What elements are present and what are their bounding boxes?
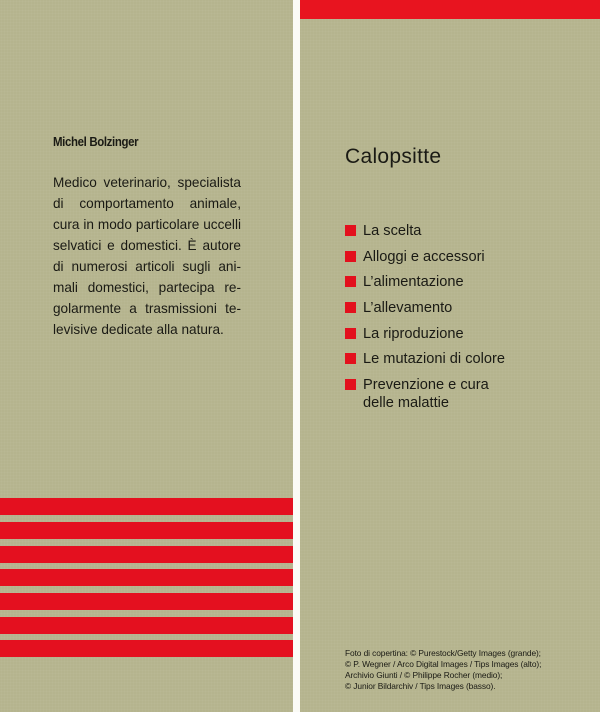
red-square-bullet-icon (345, 276, 356, 287)
contents-item-label: L’allevamento (363, 300, 453, 317)
credit-line: © Junior Bildarchiv / Tips Images (basso). (345, 681, 496, 691)
red-square-bullet-icon (345, 302, 356, 313)
red-square-bullet-icon (345, 251, 356, 262)
back-flap-panel (0, 0, 293, 712)
front-flap-panel (300, 0, 600, 712)
red-top-bar (300, 0, 600, 19)
author-name: Michel Bolzinger (53, 134, 139, 149)
contents-item (345, 222, 585, 240)
red-square-bullet-icon (345, 353, 356, 364)
bio-line: Medico veterinario, specialista (53, 175, 241, 190)
contents-item-label: Le mutazioni di colore (363, 351, 505, 368)
contents-item-label-line2: delle malattie (363, 395, 449, 412)
bio-line: levisive dedicate alla natura. (53, 322, 224, 337)
contents-item-label: La riproduzione (363, 325, 464, 342)
contents-list (345, 222, 585, 420)
red-stripe (0, 593, 293, 610)
contents-item-label-line1: Prevenzione e cura (363, 377, 489, 394)
bio-line: selvatici e domestici. È autore (53, 238, 241, 253)
red-square-bullet-icon (345, 225, 356, 236)
photo-credits (345, 648, 595, 692)
credit-line: Archivio Giunti / © Philippe Rocher (medio); (345, 670, 503, 680)
contents-item-label: L’alimentazione (363, 274, 464, 291)
contents-item-label: La scelta (363, 223, 422, 239)
bio-line: di comportamento animale, (53, 196, 241, 211)
credit-line: © P. Wegner / Arco Digital Images / Tips Images (alto); (345, 659, 542, 669)
red-square-bullet-icon (345, 328, 356, 339)
contents-item (345, 350, 585, 368)
contents-item-label: Alloggi e accessori (363, 248, 485, 265)
red-stripe (0, 569, 293, 586)
red-stripe (0, 498, 293, 515)
contents-item (345, 299, 585, 317)
bio-line: cura in modo particolare uccelli (53, 217, 241, 232)
red-stripe (0, 640, 293, 657)
credit-line: Foto di copertina: © Purestock/Getty Images (grande); (345, 648, 541, 658)
red-square-bullet-icon (345, 379, 356, 390)
red-stripe (0, 522, 293, 539)
contents-item (345, 248, 585, 266)
contents-item (345, 325, 585, 343)
contents-item (345, 273, 585, 291)
bio-line: di numerosi articoli sugli ani- (53, 259, 241, 274)
bio-line: mali domestici, partecipa re- (53, 280, 241, 295)
red-stripe (0, 617, 293, 634)
author-bio (53, 172, 241, 340)
bio-line: golarmente a trasmissioni te- (53, 301, 241, 316)
red-stripe (0, 546, 293, 563)
book-title: Calopsitte (345, 145, 442, 168)
contents-item (345, 376, 585, 412)
